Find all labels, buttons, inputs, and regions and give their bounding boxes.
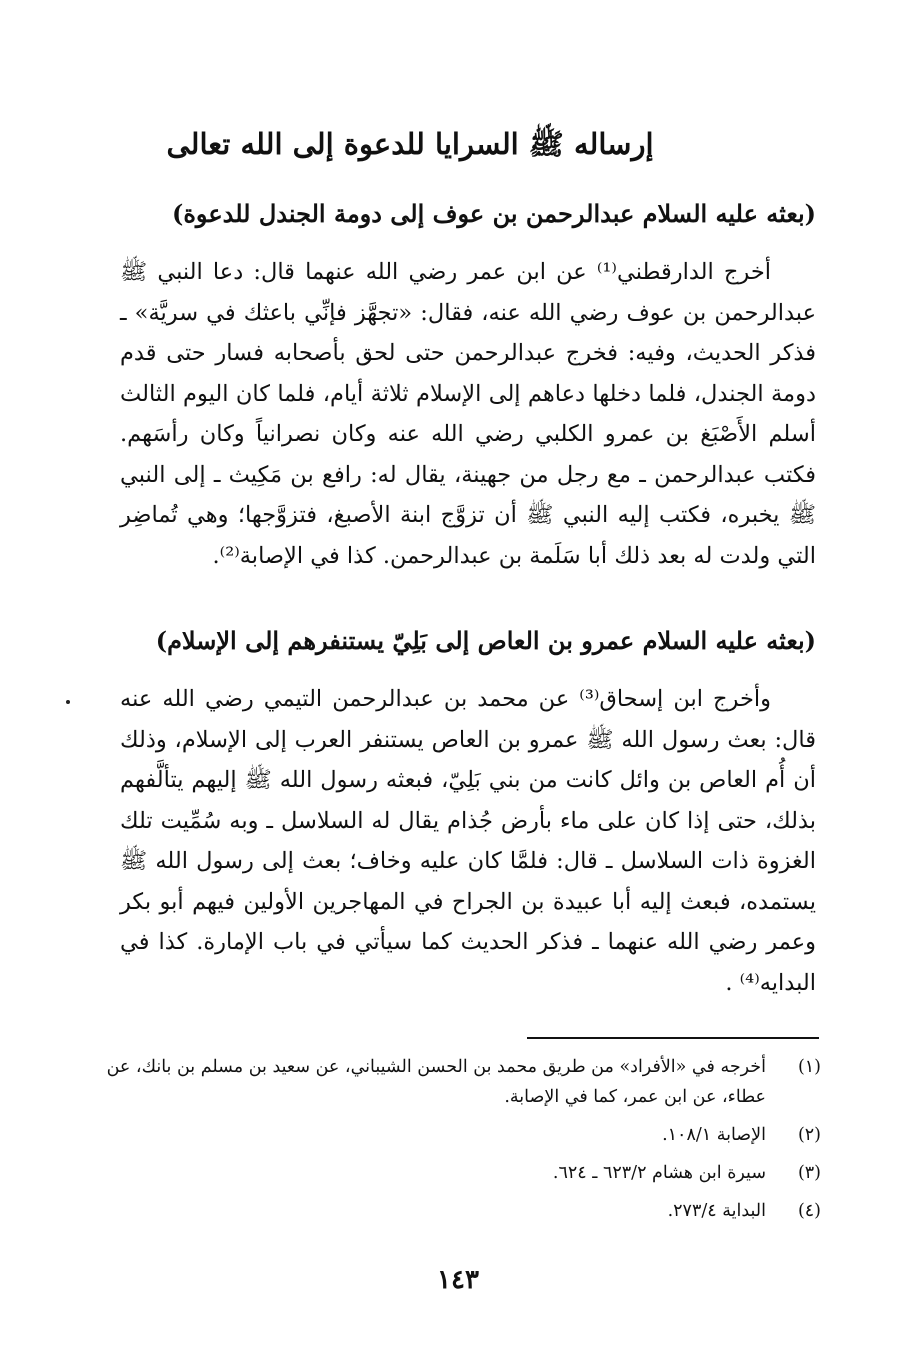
footnote-item [100,1052,821,1112]
section-body-amr [120,679,816,1003]
footnote-number: (٢) [797,1125,821,1145]
page-number: ١٤٣ [437,1265,479,1295]
footnote-text: الإصابة ١٠٨/١. [662,1125,766,1145]
footnote-number: (٣) [797,1163,821,1183]
footnote-separator [527,1037,819,1039]
footnote-text: أخرجه في «الأفراد» من طريق محمد بن الحسن الشيباني، عن سعيد بن مسلم بن بانك، عن عطاء، عن ابن عمر، كما في الإصابة. [106,1057,766,1107]
page-title: إرساله ﷺ السرايا للدعوة إلى الله تعالى [166,127,654,161]
section-heading-amr: (بعثه عليه السلام عمرو بن العاص إلى بَلِيّ يستنفرهم إلى الإسلام) [155,626,816,655]
footnote-item [100,1196,821,1226]
footnote-item [100,1158,821,1188]
section-heading-abdulrahman: (بعثه عليه السلام عبدالرحمن بن عوف إلى دومة الجندل للدعوة) [171,199,816,228]
footnote-number: (١) [797,1057,821,1077]
paragraph: أخرج الدارقطني⁽¹⁾ عن ابن عمر رضي الله عنهما قال: دعا النبي ﷺ عبدالرحمن بن عوف رضي الله عنه، فقال: «تجهَّز فإنِّي باعثك في سريَّة» ـ فذكر الحديث، وفيه: فخرج عبدالرحمن حتى لحق بأصحابه فسار حتى قدم دومة الجندل، فلما دخلها دعاهم إلى الإسلام ثلاثة أيام، فلما كان اليوم الثالث أسلم الأَصْبَغ بن عمرو الكلبي رضي الله عنه وكان نصرانياً وكان رأسَهم. فكتب عبدالرحمن ـ مع رجل من جهينة، يقال له: رافع بن مَكِيث ـ إلى النبي ﷺ يخبره، فكتب إليه النبي ﷺ أن تزوَّج ابنة الأصبغ، فتزوَّجها؛ وهي تُماضِر التي ولدت له بعد ذلك أبا سَلَمة بن عبدالرحمن. كذا في الإصابة⁽²⁾. [120,259,816,569]
paragraph: وأخرج ابن إسحاق⁽³⁾ عن محمد بن عبدالرحمن التيمي رضي الله عنه قال: بعث رسول الله ﷺ عمرو بن العاص يستنفر العرب إلى الإسلام، وذلك أن أُم العاص بن وائل كانت من بني بَلِيّ، فبعثه رسول الله ﷺ إليهم يتألَّفهم بذلك، حتى إذا كان على ماء بأرض جُذام يقال له السلاسل ـ وبه سُمِّيت تلك الغزوة ذات السلاسل ـ قال: فلمَّا كان عليه وخاف؛ بعث إلى رسول الله ﷺ يستمده، فبعث إليه أبا عبيدة بن الجراح في المهاجرين الأولين فيهم أبو بكر وعمر رضي الله عنهما ـ فذكر الحديث كما سيأتي في باب الإمارة. كذا في البدايه⁽⁴⁾ . [120,686,816,996]
footnote-text: سيرة ابن هشام ٦٢٣/٢ ـ ٦٢٤. [552,1163,766,1183]
scan-speck [66,700,70,704]
footnote-text: البداية ٢٧٣/٤. [667,1201,766,1221]
footnote-item [100,1120,821,1150]
section-body-abdulrahman [120,252,816,576]
footnotes [100,1052,821,1234]
footnote-number: (٤) [797,1201,821,1221]
